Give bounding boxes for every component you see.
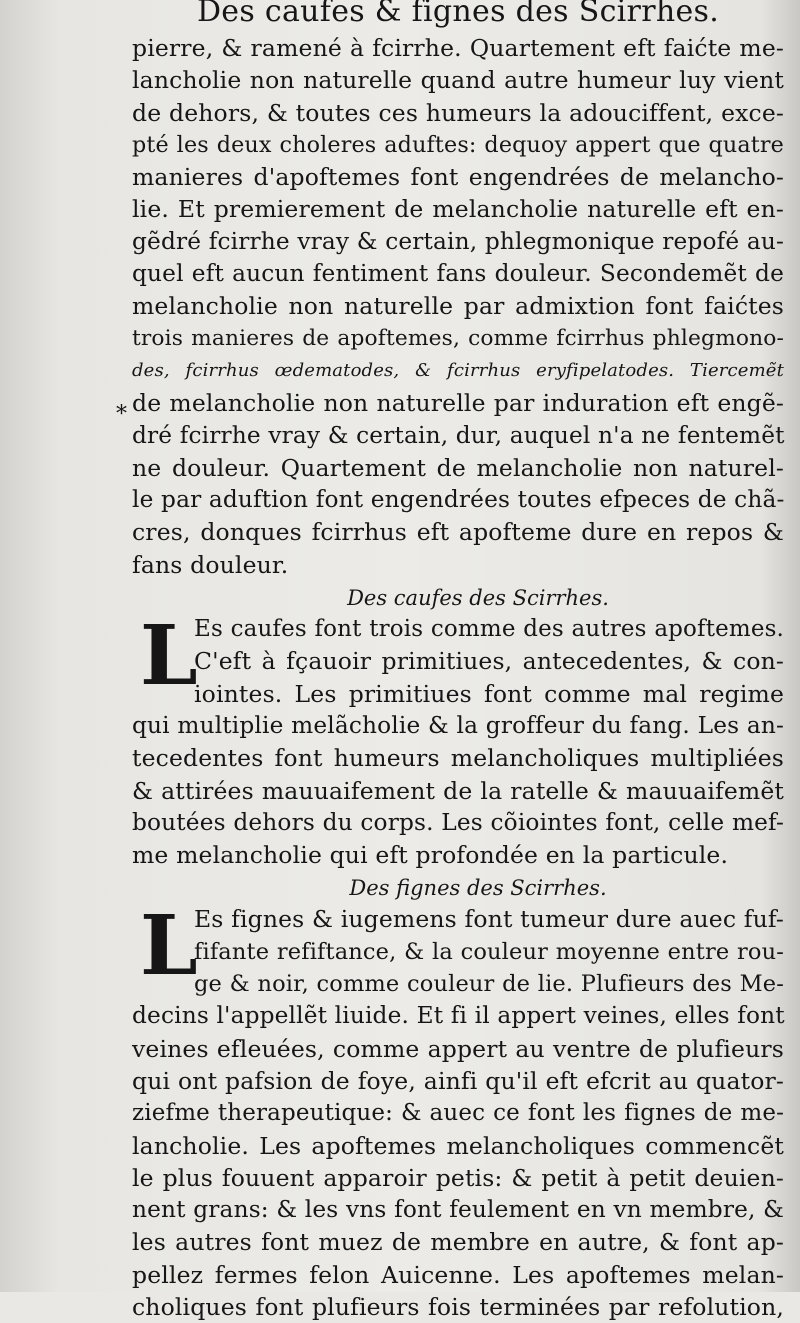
text-line: pellez fermes felon Auicenne. Les apoftemes melan- [132, 1260, 784, 1289]
drop-cap: L [140, 608, 198, 705]
section-heading-causes: Des caufes des Scirrhes. [347, 586, 609, 611]
text-line: le plus fouuent apparoir petis: & petit à petit deuien- [132, 1163, 784, 1192]
text-line: fifante refiftance, & la couleur moyenne entre rou- [194, 938, 784, 965]
text-line: qui multiplie melãcholie & la groffeur du fang. Les an- [132, 711, 784, 739]
section-heading-signes: Des fignes des Scirrhes. [349, 876, 607, 901]
text-line: pté les deux choleres aduftes: dequoy appert que quatre [132, 131, 784, 158]
text-line: trois manieres de apoftemes, comme fcirrhus phlegmono- [132, 325, 784, 351]
text-line: ziefme therapeutique: & auec ce font les fignes de me- [132, 1100, 784, 1127]
text-line: me melancholie qui eft profondée en la particule. [132, 841, 729, 870]
text-line: lancholie non naturelle quand autre humeur luy vient [132, 66, 784, 95]
text-line: ge & noir, comme couleur de lie. Plufieurs des Me- [194, 971, 784, 998]
text-line: C'eft à fçauoir primitiues, antecedentes, & con- [194, 647, 784, 676]
text-line: cres, donques fcirrhus eft apofteme dure en repos & [132, 518, 784, 547]
paragraph-signes [132, 898, 785, 1323]
running-head: Des caufes & fignes des Scirrhes. [196, 0, 720, 29]
text-line: decins l'appellẽt liuide. Et fi il appert veines, elles font [132, 1002, 785, 1030]
paragraph-causes [132, 608, 784, 871]
text-line: des, fcirrhus œdematodes, & fcirrhus eryfipelatodes. Tiercemẽt [132, 359, 784, 381]
text-line: quel eft aucun fentiment fans douleur. Secondemẽt de [132, 260, 784, 288]
text-line: gẽdré fcirrhe vray & certain, phlegmonique repofé au- [132, 227, 784, 255]
text-line: melancholie non naturelle par admixtion font faićtes [132, 292, 784, 321]
text-line: de dehors, & toutes ces humeurs la adouciffent, exce- [132, 98, 784, 127]
text-line: lancholie. Les apoftemes melancholiques commencẽt [132, 1131, 784, 1160]
text-line: les autres font muez de membre en autre, & font ap- [132, 1228, 784, 1257]
text-line: Es caufes font trois comme des autres apoftemes. [194, 616, 784, 643]
text-line: boutées dehors du corps. Les cõiointes font, celle mef- [132, 808, 784, 836]
drop-cap: L [140, 898, 198, 995]
text-line: veines efleuées, comme appert au ventre de plufieurs [132, 1034, 784, 1063]
text-line: nent grans: & les vns font feulement en vn membre, & [132, 1196, 784, 1224]
text-line: qui ont pafsion de foye, ainfi qu'il eft efcrit au quator- [132, 1066, 784, 1095]
text-line: le par aduftion font engendrées toutes efpeces de chã- [132, 486, 785, 514]
text-block-1 [132, 32, 784, 581]
text-line: tecedentes font humeurs melancholiques multipliées [132, 744, 784, 773]
text-line: lie. Et premierement de melancholie naturelle eft en- [132, 195, 784, 224]
text-line: choliques font plufieurs fois terminées par refolution, [132, 1292, 784, 1321]
text-line: Es fignes & iugemens font tumeur dure auec fuf- [194, 905, 785, 934]
text-line: de melancholie non naturelle par induration eft engẽ- [132, 389, 784, 418]
text-line: manieres d'apoftemes font engendrées de melancho- [132, 163, 784, 192]
text-line: ne douleur. Quartement de melancholie non naturel- [132, 453, 784, 482]
margin-asterisk-mark: * [116, 402, 127, 427]
text-line: iointes. Les primitiues font comme mal regime [194, 679, 784, 708]
text-line: pierre, & ramené à fcirrhe. Quartement eft faićte me- [132, 34, 784, 62]
text-line: & attirées mauuaifement de la ratelle & mauuaifemẽt [132, 776, 784, 805]
text-line: fans douleur. [132, 550, 289, 579]
text-line: dré fcirrhe vray & certain, dur, auquel n'a ne fentemẽt [132, 421, 785, 449]
